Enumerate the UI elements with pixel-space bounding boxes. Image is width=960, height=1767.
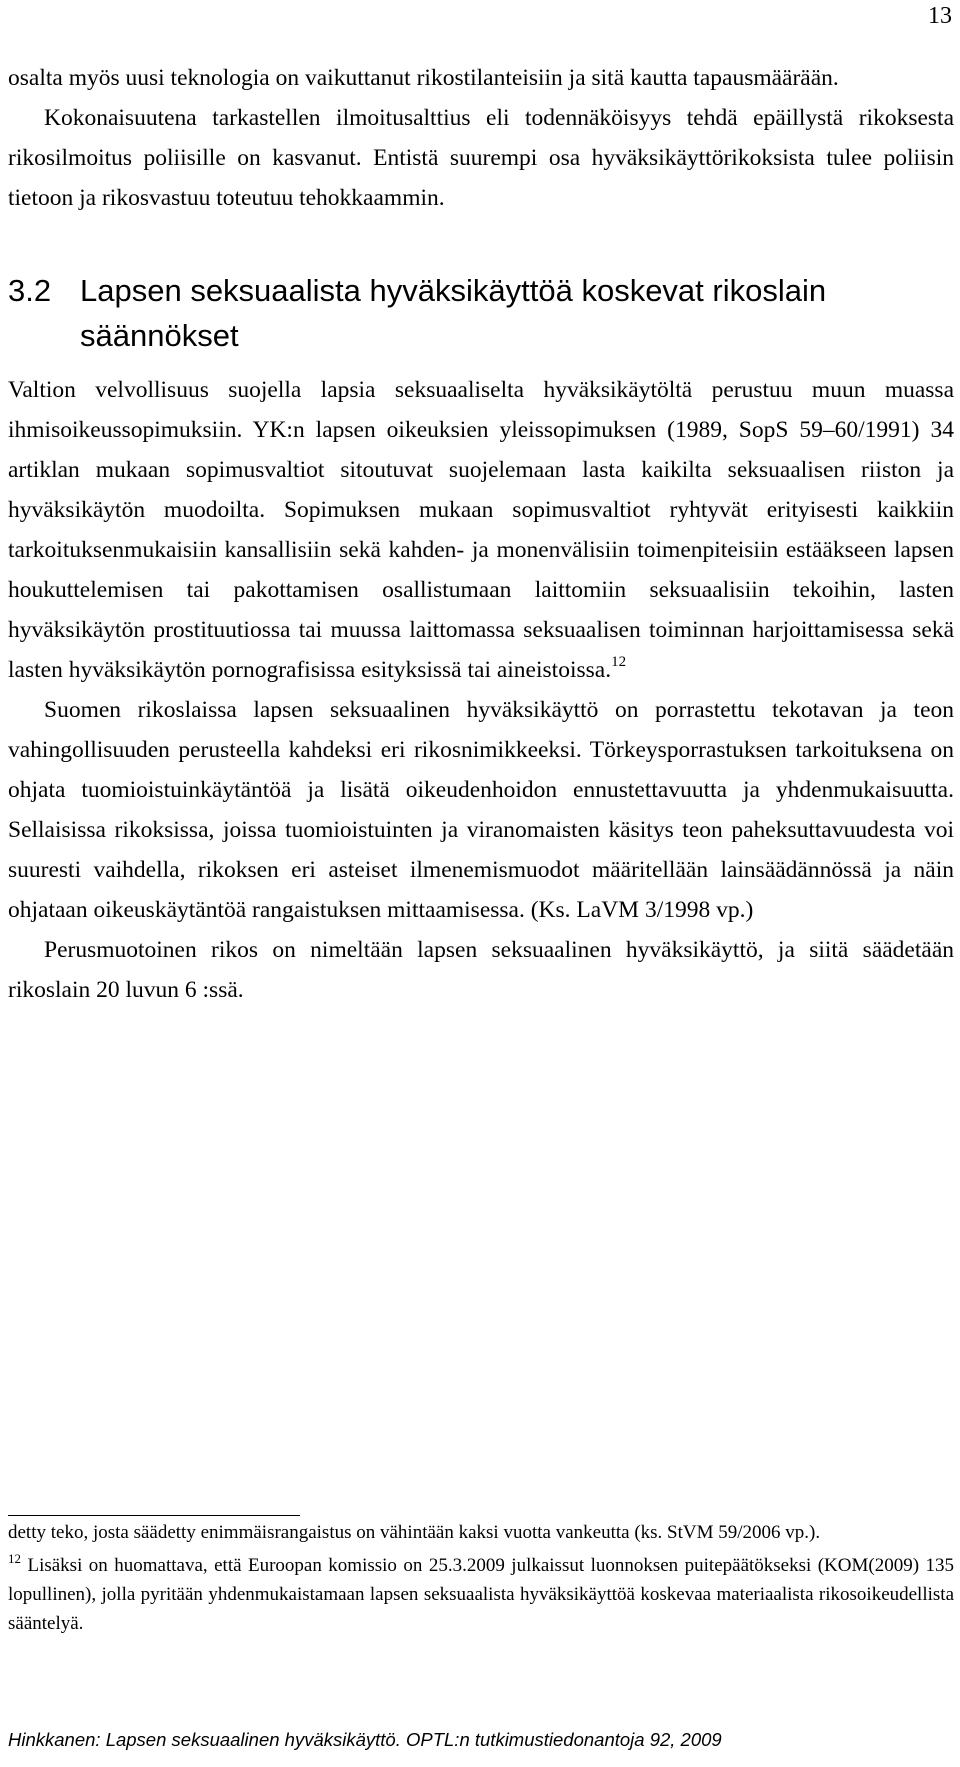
paragraph-1: osalta myös uusi teknologia on vaikuttanut rikostilanteisiin ja sitä kautta tapausmäärään. xyxy=(8,65,839,91)
paragraph-2: Kokonaisuutena tarkastellen ilmoitusalttius eli todennäköisyys tehdä epäillystä rikoksesta rikosilmoitus poliisille on kasvanut. Entistä suurempi osa hyväksikäyttörikoksista tulee poliisin tietoon ja rikosvastuu toteutuu tehokkaammin. xyxy=(8,105,954,211)
footnote-continued: detty teko, josta säädetty enimmäisrangaistus on vähintään kaksi vuotta vankeutta (ks. StVM 59/2006 vp.). xyxy=(8,1522,821,1543)
section-number: 3.2 xyxy=(8,273,52,308)
paragraph-4: Suomen rikoslaissa lapsen seksuaalinen hyväksikäyttö on porrastettu tekotavan ja teon vahingollisuuden perusteella kahdeksi eri rikosnimikkeeksi. Törkeysporrastuksen tarkoituksena on ohjata tuomioistuinkäytäntöä ja lisätä oikeudenhoidon ennustettavuutta ja yhdenmukaisuutta. Sellaisissa rikoksissa, joissa tuomioistuinten ja viranomaisten käsitys teon paheksuttavuudesta voi suuresti vaihdella, rikoksen eri asteiset ilmenemismuodot määritellään lainsäädännössä ja näin ohjataan oikeuskäytäntöä rangaistuksen mittaamisessa. (Ks. LaVM 3/1998 vp.) xyxy=(8,697,954,923)
section-title: Lapsen seksuaalista hyväksikäyttöä koskevat rikoslain säännökset xyxy=(80,273,827,353)
paragraph-3-text: Valtion velvollisuus suojella lapsia seksuaaliselta hyväksikäytöltä perustuu muun muassa ihmisoikeussopimuksiin. YK:n lapsen oikeuksien yleissopimuksen (1989, SopS 59–60/1991) 34 artiklan mukaan sopimusvaltiot sitoutuvat suojelemaan lasta kaikilta seksuaalisen riiston ja hyväksikäytön muodoilta. Sopimuksen mukaan sopimusvaltiot ryhtyvät erityisesti kaikkiin tarkoituksenmukaisiin kansallisiin sekä kahden- ja monenvälisiin toimenpiteisiin estääkseen lapsen houkuttelemisen tai pakottamisen osallistumaan laittomiin seksuaalisiin tekoihin, lasten hyväksikäytön prostituutiossa tai muussa laittomassa seksuaalisen toiminnan harjoittamisessa sekä lasten hyväksikäytön pornografisissa esityksissä tai aineistoissa. xyxy=(8,377,954,683)
footnote-12-marker: 12 xyxy=(8,1551,21,1566)
footnote-12-text: Lisäksi on huomattava, että Euroopan komissio on 25.3.2009 julkaissut luonnoksen puitepäätökseksi (KOM(2009) 135 lopullinen), jolla pyritään yhdenmukaistamaan lapsen seksuaalista hyväksikäyttöä koskevaa materiaalista rikosoikeudellista sääntelyä. xyxy=(8,1555,955,1634)
footnotes xyxy=(8,1518,954,1638)
footnote-ref-12[interactable]: 12 xyxy=(611,654,627,670)
section-heading xyxy=(8,268,954,358)
page-number: 13 xyxy=(928,3,952,29)
paragraph-5: Perusmuotoinen rikos on nimeltään lapsen seksuaalinen hyväksikäyttö, ja siitä säädetään rikoslain 20 luvun 6 :ssä. xyxy=(8,937,954,1003)
paragraph-3 xyxy=(8,370,954,690)
running-footer: Hinkkanen: Lapsen seksuaalinen hyväksikäyttö. OPTL:n tutkimustiedonantoja 92, 2009 xyxy=(8,1729,722,1750)
main-content xyxy=(8,58,954,1010)
footnote-12 xyxy=(8,1551,954,1638)
footnote-separator xyxy=(8,1515,300,1516)
